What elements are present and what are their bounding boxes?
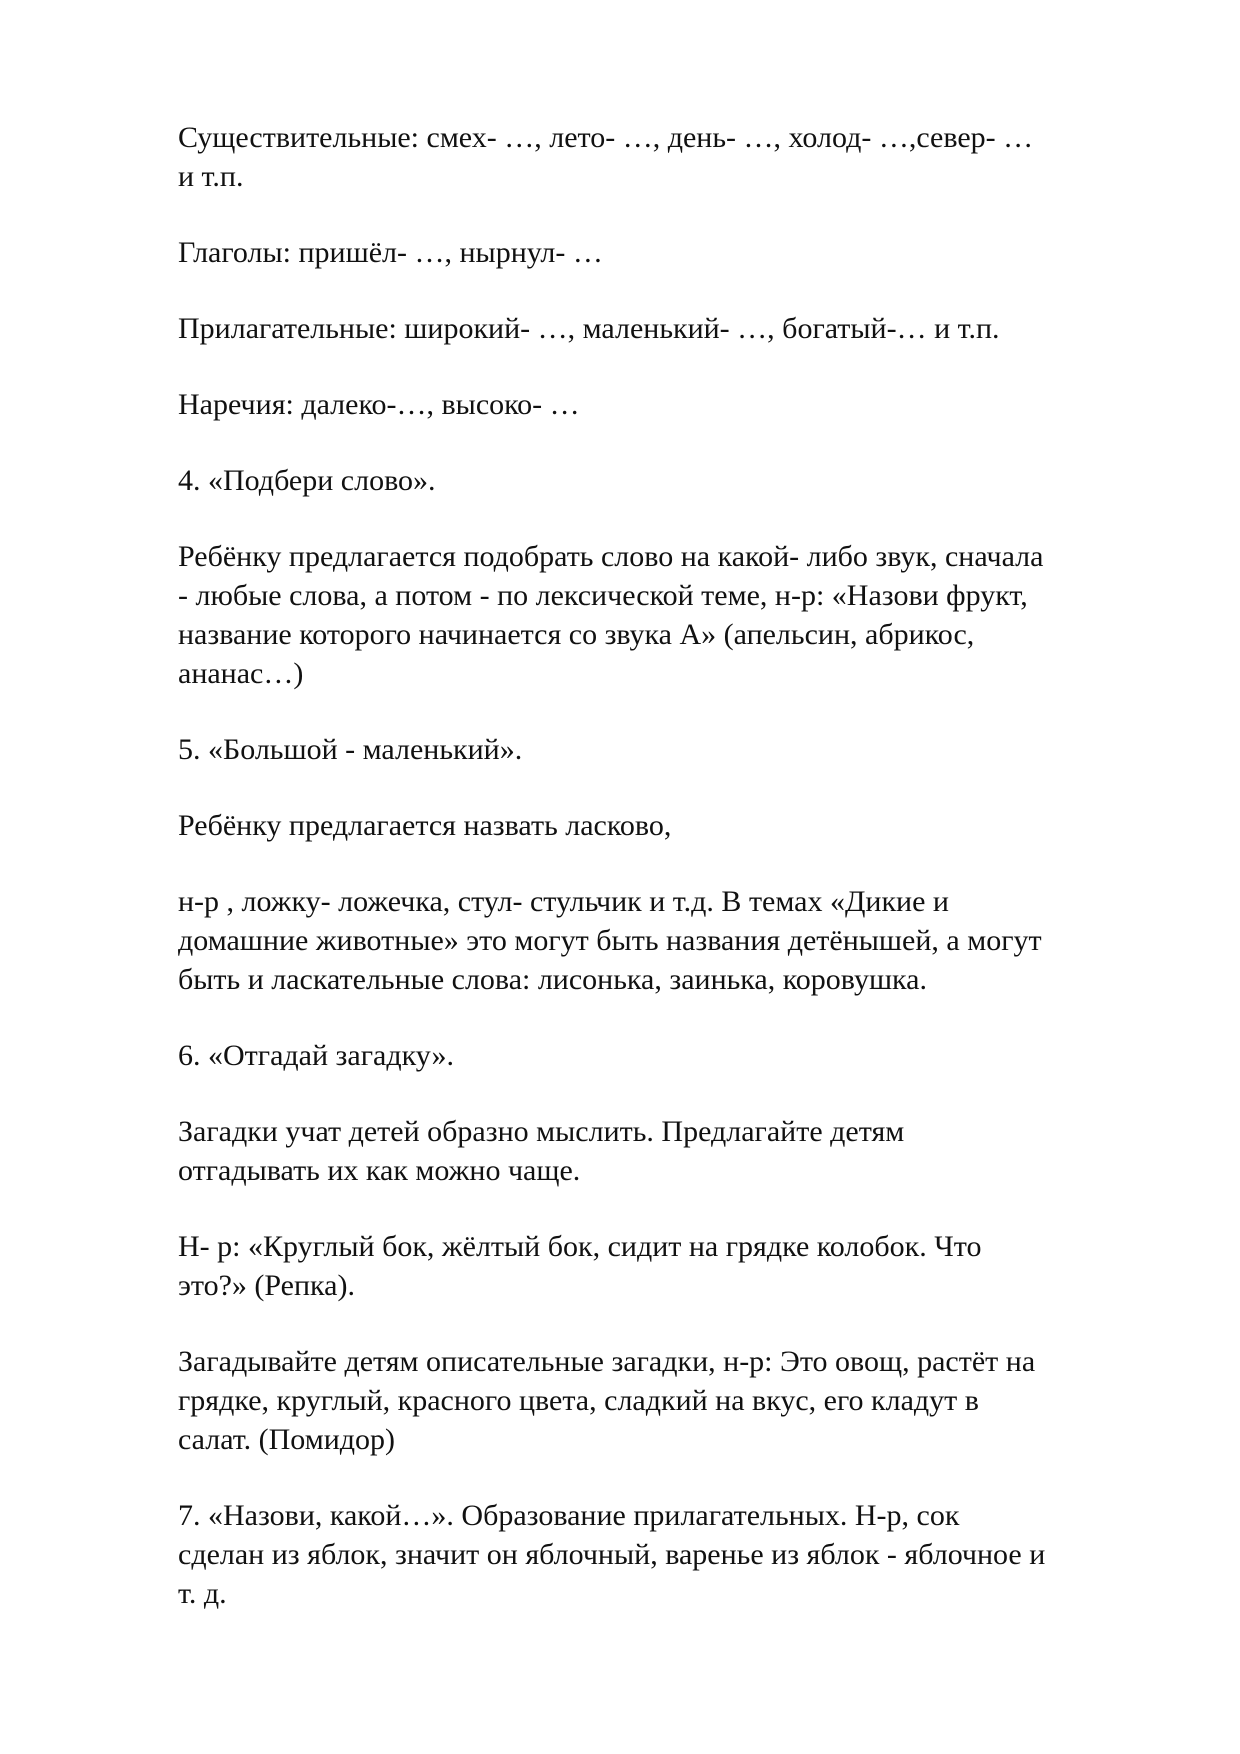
- paragraph-adverbs: Наречия: далеко-…, высоко- …: [178, 388, 580, 421]
- document-body: [178, 118, 1168, 1650]
- paragraph-game-6-intro: Загадки учат детей образно мыслить. Предлагайте детям отгадывать их как можно чаще.: [178, 1115, 905, 1187]
- heading-game-5: 5. «Большой - маленький».: [178, 733, 523, 766]
- paragraph-game-5-examples: н-р , ложку- ложечка, стул- стульчик и т.д. В темах «Дикие и домашние животные» это могут быть названия детёнышей, а могут быть и ласкательные слова: лисонька, заинька, коровушка.: [178, 885, 1042, 996]
- heading-game-6: 6. «Отгадай загадку».: [178, 1039, 454, 1072]
- paragraph-riddle-example: Н- р: «Круглый бок, жёлтый бок, сидит на грядке колобок. Что это?» (Репка).: [178, 1230, 982, 1302]
- paragraph-adjectives: Прилагательные: широкий- …, маленький- …, богатый-… и т.п.: [178, 312, 1000, 345]
- paragraph-game-5-intro: Ребёнку предлагается назвать ласково,: [178, 809, 672, 842]
- paragraph-game-4-description: Ребёнку предлагается подобрать слово на какой- либо звук, сначала - любые слова, а потом - по лексической теме, н-р: «Назови фрукт, название которого начинается со звука А» (апельсин, абрикос, ананас…): [178, 540, 1044, 690]
- heading-game-4: 4. «Подбери слово».: [178, 464, 436, 497]
- paragraph-nouns: Существительные: смех- …, лето- …, день- …, холод- …,север- … и т.п.: [178, 121, 1034, 193]
- paragraph-descriptive-riddles: Загадывайте детям описательные загадки, н-р: Это овощ, растёт на грядке, круглый, красного цвета, сладкий на вкус, его кладут в салат. (Помидор): [178, 1345, 1036, 1456]
- paragraph-game-7: 7. «Назови, какой…». Образование прилагательных. Н-р, сок сделан из яблок, значит он яблочный, варенье из яблок - яблочное и т. д.: [178, 1499, 1046, 1610]
- paragraph-verbs: Глаголы: пришёл- …, нырнул- …: [178, 236, 603, 269]
